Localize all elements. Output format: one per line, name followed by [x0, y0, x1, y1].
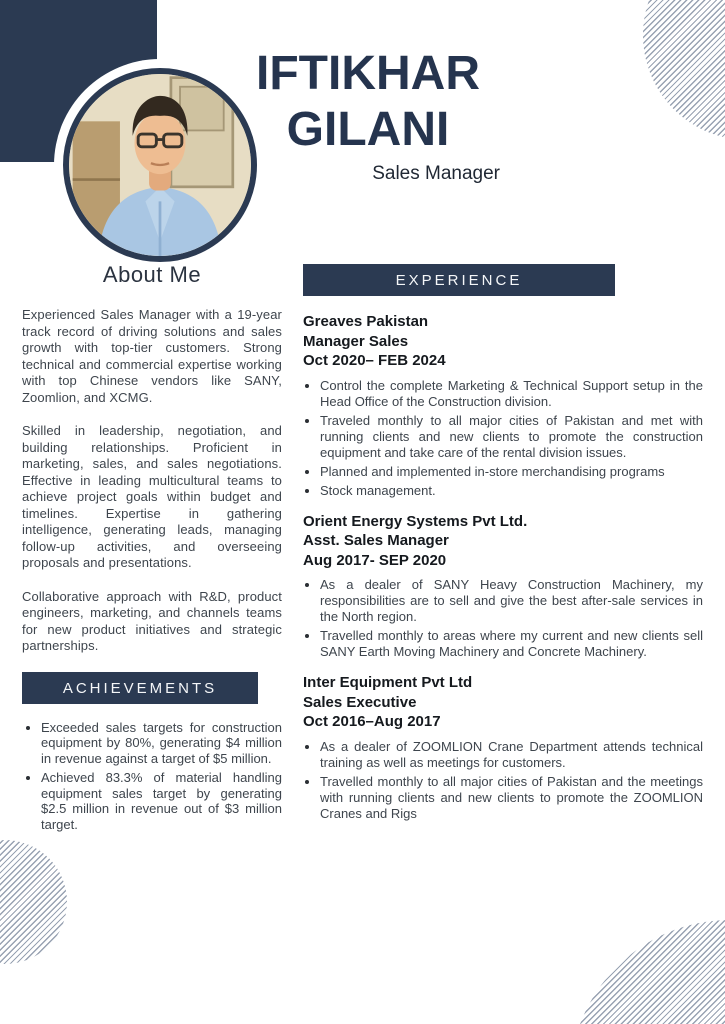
- job-entry: [303, 673, 703, 822]
- job-company: Inter Equipment Pvt Ltd: [303, 674, 473, 691]
- last-name: GILANI: [286, 103, 450, 156]
- about-paragraph: Skilled in leadership, negotiation, and building relationships. Proficient in marketing, sales, and sales negotiations. Effective in leading multicultural teams to achieve project goals within budget and timelines. Expertise in gathering intelligence, generating leads, managing follow-up activities, and overseeing proposals and presentations.: [22, 423, 282, 570]
- job-company: Orient Energy Systems Pvt Ltd.: [303, 512, 528, 530]
- job-company: Greaves Pakistan: [303, 313, 429, 330]
- job-bullet-list: [303, 739, 703, 822]
- job-bullet: • Stock management.: [320, 483, 703, 499]
- job-entry: [303, 312, 703, 499]
- hatched-circle-bottom-left: [0, 840, 67, 964]
- job-bullet-list: [303, 577, 703, 660]
- job-role: Asst. Sales Manager: [303, 532, 449, 549]
- experience-section-header: EXPERIENCE: [303, 264, 615, 296]
- profile-photo-illustration: [69, 74, 251, 256]
- hatched-circle-top-right: [643, 0, 725, 140]
- about-paragraph: Experienced Sales Manager with a 19-year track record of driving solutions and sales growth with top-tier customers. Strong technical and commercial expertise working with top Chinese vendors like SANY, Zoomlion, and XCMG.: [22, 307, 282, 405]
- name-block: [236, 46, 500, 185]
- achievement-item: • Exceeded sales targets for construction equipment by 80%, generating $4 million in revenue against a target of $5 million.: [41, 720, 282, 767]
- hatched-circle-bottom-right: [570, 920, 725, 1024]
- job-dates: Aug 2017- SEP 2020: [303, 551, 447, 569]
- job-role: Manager Sales: [303, 332, 409, 350]
- about-me-heading: About Me: [102, 262, 202, 287]
- job-bullet: • Travelled monthly to all major cities of Pakistan and the meetings with running clients and new clients to promote the ZOOMLION Cranes and Rigs: [320, 774, 703, 822]
- job-entry: [303, 512, 703, 661]
- job-bullet: • As a dealer of ZOOMLION Crane Department attends technical training as well as meetings for customers.: [320, 739, 703, 771]
- job-title: Sales Manager: [372, 163, 500, 184]
- job-bullet-list: [303, 378, 703, 499]
- job-bullet: • As a dealer of SANY Heavy Construction Machinery, my responsibilities are to sell and give the best after-sale services in the North region.: [320, 577, 703, 625]
- about-paragraph: Collaborative approach with R&D, product engineers, marketing, and channels teams for new product initiatives and strategic partnerships.: [22, 588, 282, 653]
- profile-photo: [63, 68, 257, 262]
- job-dates: Oct 2016–Aug 2017: [303, 713, 441, 730]
- job-bullet: • Planned and implemented in-store merchandising programs: [320, 464, 703, 480]
- job-dates: Oct 2020– FEB 2024: [303, 352, 446, 369]
- achievements-section-header: ACHIEVEMENTS: [22, 672, 258, 704]
- job-role: Sales Executive: [303, 693, 417, 711]
- achievement-item: • Achieved 83.3% of material handling equipment sales target by generating $2.5 million in revenue out of $3 million target.: [41, 770, 282, 833]
- left-column: [22, 262, 282, 836]
- job-bullet: • Travelled monthly to areas where my current and new clients sell SANY Earth Moving Machinery and Concrete Machinery.: [320, 628, 703, 660]
- experience-column: [303, 264, 703, 835]
- job-bullet: • Traveled monthly to all major cities of Pakistan and met with running clients and new clients to promote the construction equipment and take care of the rental division issues.: [320, 413, 703, 461]
- first-name: IFTIKHAR: [256, 47, 480, 100]
- job-bullet: • Control the complete Marketing & Technical Support setup in the Head Office of the Construction division.: [320, 378, 703, 410]
- achievements-list: [22, 720, 282, 834]
